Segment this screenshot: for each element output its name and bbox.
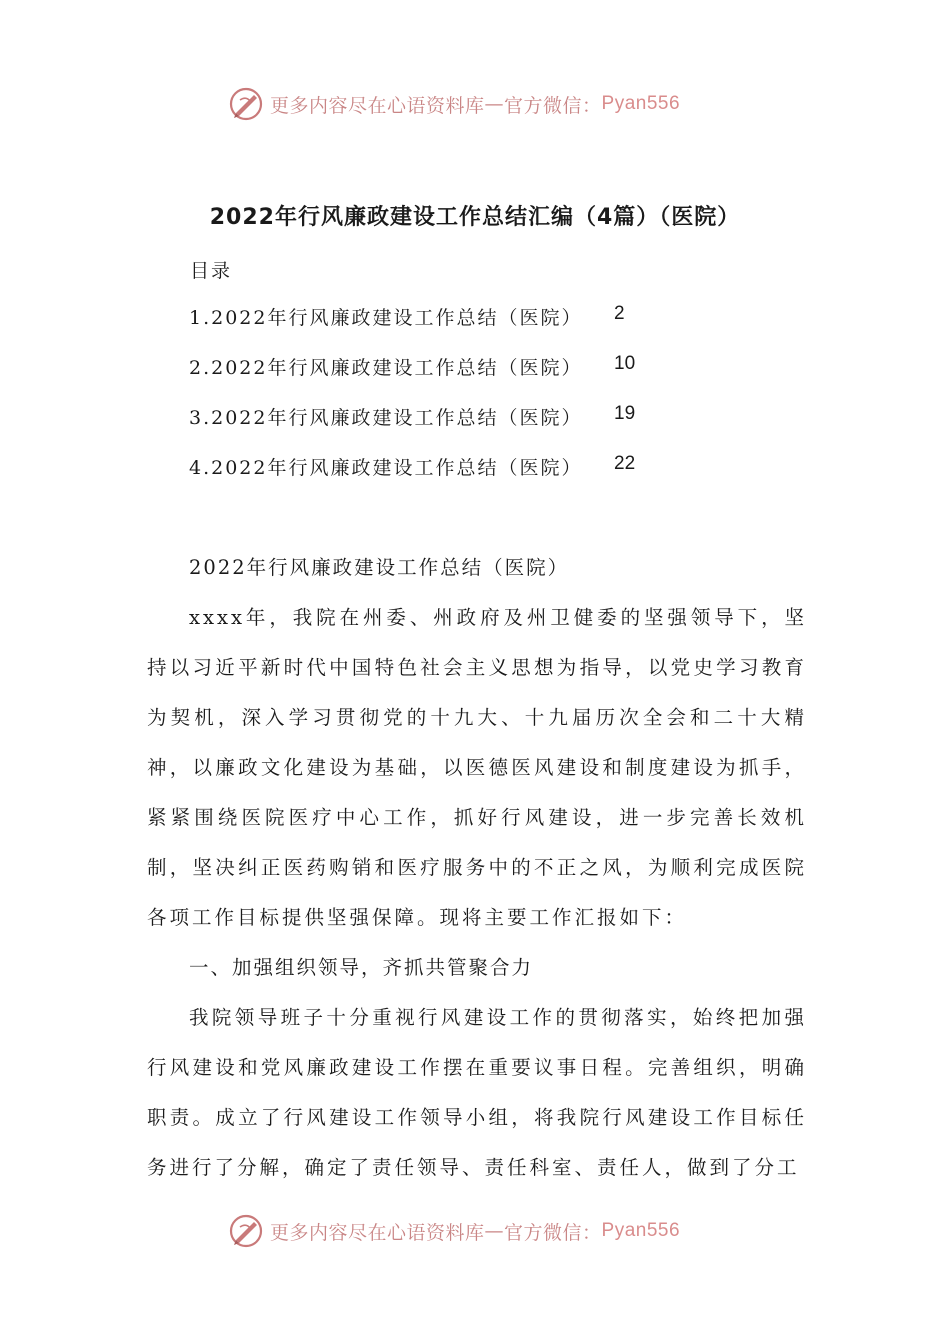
watermark-brand: 更多内容尽在心语资料库 <box>270 1221 485 1244</box>
watermark-contact: 官方微信： <box>504 1221 602 1244</box>
toc-entry: 2.2022年行风廉政建设工作总结（医院） <box>189 357 583 379</box>
document-title: 2022年行风廉政建设工作总结汇编（4篇）（医院） <box>209 205 741 230</box>
pen-logo-icon <box>228 86 264 122</box>
toc-item[interactable] <box>189 353 635 403</box>
watermark-contact: 官方微信： <box>504 94 602 117</box>
toc-page-number: 19 <box>614 403 636 424</box>
document-body <box>147 543 807 1193</box>
watermark-id: Pyan556 <box>601 1220 681 1241</box>
toc-entry: 1.2022年行风廉政建设工作总结（医院） <box>189 307 583 329</box>
paragraph: 我院领导班子十分重视行风建设工作的贯彻落实，始终把加强行风建设和党风廉政建设工作摆在重要议事日程。完善组织，明确职责。成立了行风建设工作领导小组，将我院行风建设工作目标任务进行了分解，确定了责任领导、责任科室、责任人，做到了分工 <box>147 1006 807 1179</box>
watermark-separator: — <box>484 1220 505 1242</box>
toc-item[interactable] <box>189 453 635 503</box>
toc-item[interactable] <box>189 303 635 353</box>
watermark-header <box>228 84 680 124</box>
section-heading: 2022年行风廉政建设工作总结（医院） <box>189 556 570 579</box>
toc-page-number: 22 <box>614 453 636 474</box>
watermark-separator: — <box>484 93 505 115</box>
toc-item[interactable] <box>189 403 635 453</box>
toc-label: 目录 <box>190 260 233 282</box>
paragraph: xxxx年，我院在州委、州政府及州卫健委的坚强领导下，坚持以习近平新时代中国特色社会主义思想为指导，以党史学习教育为契机，深入学习贯彻党的十九大、十九届历次全会和二十大精神，以廉政文化建设为基础，以医德医风建设和制度建设为抓手，紧紧围绕医院医疗中心工作，抓好行风建设，进一步完善长效机制，坚决纠正医药购销和医疗服务中的不正之风，为顺利完成医院各项工作目标提供坚强保障。现将主要工作汇报如下： <box>147 606 807 929</box>
toc-page-number: 2 <box>614 303 625 324</box>
pen-logo-icon <box>228 1213 264 1249</box>
watermark-footer <box>228 1211 680 1251</box>
table-of-contents <box>189 303 635 503</box>
subheading: 一、加强组织领导，齐抓共管聚合力 <box>189 956 534 979</box>
toc-page-number: 10 <box>614 353 636 374</box>
watermark-brand: 更多内容尽在心语资料库 <box>270 94 485 117</box>
toc-entry: 3.2022年行风廉政建设工作总结（医院） <box>189 407 583 429</box>
toc-entry: 4.2022年行风廉政建设工作总结（医院） <box>189 457 583 479</box>
watermark-id: Pyan556 <box>601 93 681 114</box>
